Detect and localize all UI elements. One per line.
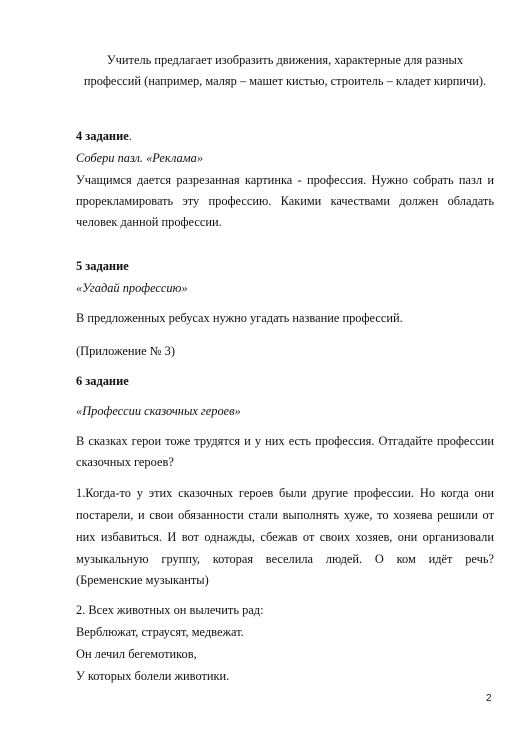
riddle1-line-1: 1.Когда-то у этих сказочных героев были другие профессии. Но когда они <box>76 486 494 500</box>
riddle1-line-2: постарели, и свои обязанности стали выполнять хуже, то хозяева решили от <box>76 508 494 522</box>
task4-heading-suffix: . <box>128 129 132 143</box>
task4-heading-row <box>76 129 494 144</box>
task6-heading: 6 задание <box>76 374 129 388</box>
page-number: 2 <box>486 693 492 704</box>
intro-line-2: профессий (например, маляр – машет кистью, строитель – кладет кирпичи). <box>83 74 487 88</box>
riddle1-line-4: музыкальную группу, которая веселила людей. О ком идёт речь? <box>76 552 494 566</box>
task5-title: «Угадай профессию» <box>76 281 188 295</box>
task4-heading: 4 задание <box>76 129 129 143</box>
task5-heading: 5 задание <box>76 259 129 273</box>
riddle2-line-2: Верблюжат, страусят, медвежат. <box>76 625 244 639</box>
riddle1-line-3: них избавиться. И вот однажды, сбежав от своих хозяев, они организовали <box>76 530 494 544</box>
task6-title: «Профессии сказочных героев» <box>76 404 241 418</box>
riddle2-line-3: Он лечил бегемотиков, <box>76 647 197 661</box>
task4-para-line-2: прорекламировать эту профессию. Какими качествами должен обладать <box>76 194 494 208</box>
intro-line-1: Учитель предлагает изобразить движения, характерные для разных <box>106 53 464 67</box>
task6-intro-line-2: сказочных героев? <box>76 455 174 469</box>
riddle2-line-1: 2. Всех животных он вылечить рад: <box>76 603 264 617</box>
task4-para-line-1: Учащимся дается разрезанная картинка - профессия. Нужно собрать пазл и <box>76 173 494 187</box>
riddle1-line-5: (Бременские музыканты) <box>76 573 209 587</box>
task5-paragraph: В предложенных ребусах нужно угадать название профессий. <box>76 311 403 325</box>
task5-appendix: (Приложение № 3) <box>76 344 175 358</box>
task4-para-line-3: человек данной профессии. <box>76 215 222 229</box>
riddle2-line-4: У которых болели животики. <box>76 669 230 683</box>
task6-intro-line-1: В сказках герои тоже трудятся и у них есть профессия. Отгадайте профессии <box>76 434 494 448</box>
task4-title: Собери пазл. «Реклама» <box>76 151 204 165</box>
